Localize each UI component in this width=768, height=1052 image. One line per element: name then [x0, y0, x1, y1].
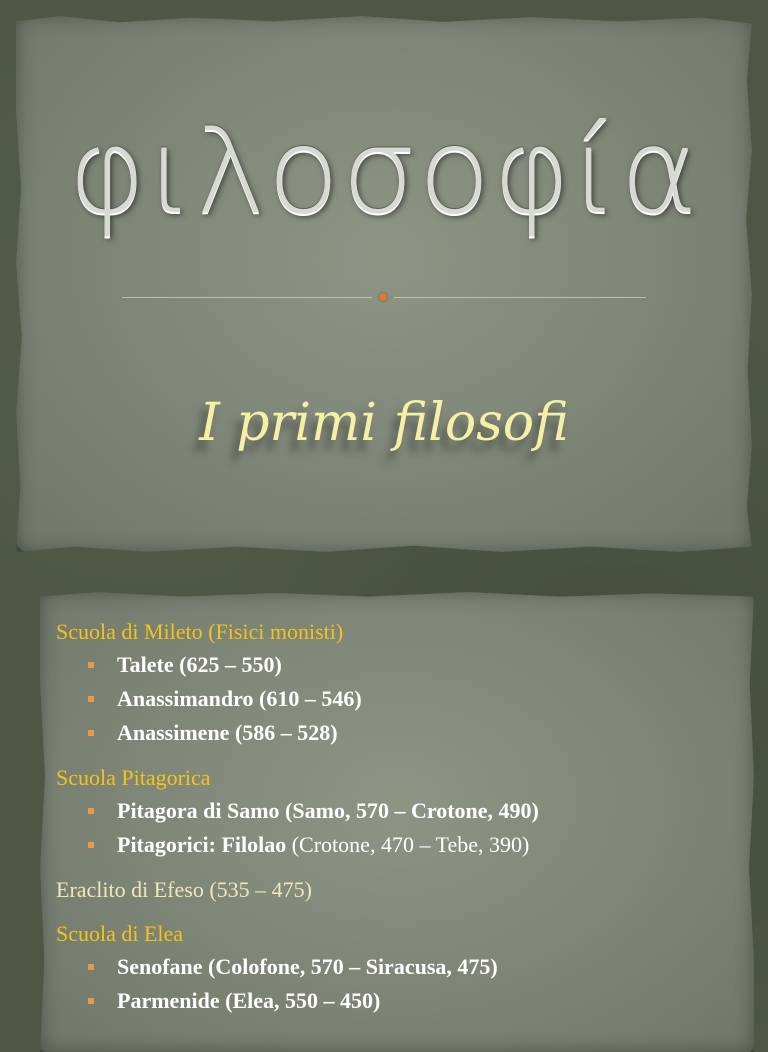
list-item-text: Anassimene (586 – 528) [117, 720, 338, 745]
spacer [56, 906, 736, 918]
list-item [56, 984, 736, 1018]
bullet-icon [88, 662, 94, 668]
list-item-text: Parmenide (Elea, 550 – 450) [117, 988, 381, 1013]
divider-dot-icon [379, 293, 387, 301]
list-item [56, 828, 736, 862]
section-list-elea [56, 950, 736, 1018]
list-item-text: Pitagorici: Filolao [117, 832, 287, 857]
section-list-mileto [56, 648, 736, 750]
list-item [56, 648, 736, 682]
list-item-detail: (Crotone, 470 – Tebe, 390) [286, 832, 530, 857]
philosophers-list [56, 616, 736, 1030]
section-title-eraclito: Eraclito di Efeso (535 – 475) [56, 877, 312, 902]
section-title-elea: Scuola di Elea [56, 921, 184, 946]
content-slide [0, 578, 768, 1024]
divider-line-left [122, 297, 372, 298]
bullet-icon [88, 808, 94, 814]
bullet-icon [88, 696, 94, 702]
section-title-pitagorica: Scuola Pitagorica [56, 765, 211, 790]
slide-subtitle: I primi filosofi [199, 393, 569, 453]
section-list-pitagorica [56, 794, 736, 862]
list-item [56, 716, 736, 750]
list-item [56, 950, 736, 984]
bullet-icon [88, 964, 94, 970]
bullet-icon [88, 998, 94, 1004]
greek-title: φιλοσοφία [68, 102, 700, 240]
list-item [56, 794, 736, 828]
bullet-icon [88, 842, 94, 848]
list-item [56, 682, 736, 716]
section-title-mileto: Scuola di Mileto (Fisici monisti) [56, 619, 344, 644]
list-item-text: Pitagora di Samo (Samo, 570 – Crotone, 490) [117, 798, 539, 823]
bullet-icon [88, 730, 94, 736]
list-item-text: Talete (625 – 550) [117, 652, 282, 677]
divider-line-right [394, 297, 646, 298]
list-item-text: Anassimandro (610 – 546) [117, 686, 362, 711]
list-item-text: Senofane (Colofone, 570 – Siracusa, 475) [117, 954, 498, 979]
